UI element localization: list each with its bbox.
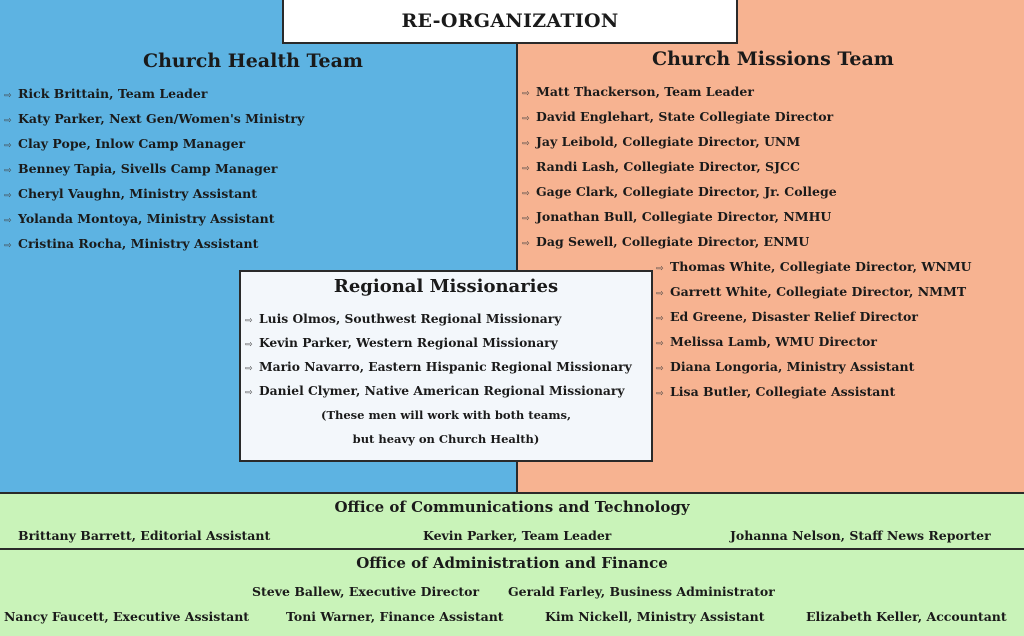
staff-member: Elizabeth Keller, Accountant — [806, 609, 1007, 624]
arrow-right-icon: ⇨ — [522, 139, 530, 149]
arrow-right-icon: ⇨ — [656, 389, 664, 399]
staff-member: Kim Nickell, Ministry Assistant — [545, 609, 765, 624]
list-item — [656, 354, 972, 379]
communications-office-panel — [0, 492, 1024, 548]
member-name: Clay Pope, Inlow Camp Manager — [18, 136, 246, 151]
list-item — [245, 331, 632, 355]
member-name: Benney Tapia, Sivells Camp Manager — [18, 161, 278, 176]
arrow-right-icon: ⇨ — [245, 340, 253, 350]
communications-office-heading: Office of Communications and Technology — [334, 498, 690, 516]
member-name: Garrett White, Collegiate Director, NMMT — [670, 284, 967, 299]
arrow-right-icon: ⇨ — [522, 89, 530, 99]
member-name: Kevin Parker, Western Regional Missionary — [259, 335, 558, 350]
member-name: Matt Thackerson, Team Leader — [536, 84, 754, 99]
list-item — [245, 307, 632, 331]
staff-member: Gerald Farley, Business Administrator — [508, 584, 775, 599]
arrow-right-icon: ⇨ — [522, 214, 530, 224]
church-health-heading: Church Health Team — [143, 50, 363, 72]
list-item — [522, 204, 837, 229]
list-item — [4, 106, 304, 131]
member-name: Daniel Clymer, Native American Regional Missionary — [259, 383, 625, 398]
list-item — [4, 81, 304, 106]
list-item — [245, 379, 632, 403]
list-item — [4, 181, 304, 206]
regional-note-line-1: (These men will work with both teams, — [321, 408, 571, 422]
arrow-right-icon: ⇨ — [522, 164, 530, 174]
arrow-right-icon: ⇨ — [4, 91, 12, 101]
page-title: RE-ORGANIZATION — [282, 0, 738, 44]
list-item — [656, 254, 972, 279]
arrow-right-icon: ⇨ — [656, 264, 664, 274]
staff-member: Johanna Nelson, Staff News Reporter — [730, 528, 991, 543]
member-name: Dag Sewell, Collegiate Director, ENMU — [536, 234, 810, 249]
member-name: Melissa Lamb, WMU Director — [670, 334, 877, 349]
member-name: Randi Lash, Collegiate Director, SJCC — [536, 159, 800, 174]
member-name: Cheryl Vaughn, Ministry Assistant — [18, 186, 258, 201]
list-item — [4, 131, 304, 156]
list-item — [656, 329, 972, 354]
list-item — [522, 179, 837, 204]
arrow-right-icon: ⇨ — [4, 166, 12, 176]
list-item — [656, 279, 972, 304]
member-name: Lisa Butler, Collegiate Assistant — [670, 384, 896, 399]
regional-missionaries-box — [239, 270, 653, 462]
list-item — [4, 156, 304, 181]
staff-member: Toni Warner, Finance Assistant — [286, 609, 504, 624]
member-name: Jay Leibold, Collegiate Director, UNM — [536, 134, 801, 149]
church-health-list — [4, 81, 304, 256]
arrow-right-icon: ⇨ — [4, 116, 12, 126]
member-name: Cristina Rocha, Ministry Assistant — [18, 236, 259, 251]
list-item — [656, 379, 972, 404]
arrow-right-icon: ⇨ — [522, 114, 530, 124]
arrow-right-icon: ⇨ — [522, 239, 530, 249]
member-name: Thomas White, Collegiate Director, WNMU — [670, 259, 972, 274]
arrow-right-icon: ⇨ — [522, 189, 530, 199]
arrow-right-icon: ⇨ — [4, 191, 12, 201]
member-name: David Englehart, State Collegiate Director — [536, 109, 834, 124]
member-name: Mario Navarro, Eastern Hispanic Regional Missionary — [259, 359, 632, 374]
arrow-right-icon: ⇨ — [245, 388, 253, 398]
arrow-right-icon: ⇨ — [656, 364, 664, 374]
list-item — [656, 304, 972, 329]
member-name: Jonathan Bull, Collegiate Director, NMHU — [536, 209, 832, 224]
staff-member: Nancy Faucett, Executive Assistant — [4, 609, 250, 624]
staff-member: Steve Ballew, Executive Director — [252, 584, 480, 599]
staff-member: Kevin Parker, Team Leader — [423, 528, 612, 543]
arrow-right-icon: ⇨ — [245, 316, 253, 326]
regional-missionaries-list — [245, 307, 632, 403]
arrow-right-icon: ⇨ — [656, 339, 664, 349]
arrow-right-icon: ⇨ — [245, 364, 253, 374]
list-item — [4, 231, 304, 256]
member-name: Luis Olmos, Southwest Regional Missionary — [259, 311, 562, 326]
member-name: Ed Greene, Disaster Relief Director — [670, 309, 918, 324]
church-missions-list-continued — [656, 254, 972, 404]
arrow-right-icon: ⇨ — [4, 216, 12, 226]
arrow-right-icon: ⇨ — [656, 314, 664, 324]
staff-member: Brittany Barrett, Editorial Assistant — [18, 528, 271, 543]
list-item — [522, 154, 837, 179]
list-item — [522, 79, 837, 104]
regional-note-line-2: but heavy on Church Health) — [352, 432, 540, 446]
list-item — [522, 104, 837, 129]
member-name: Katy Parker, Next Gen/Women's Ministry — [18, 111, 305, 126]
regional-missionaries-heading: Regional Missionaries — [333, 276, 559, 297]
administration-office-heading: Office of Administration and Finance — [356, 554, 668, 572]
church-missions-list — [522, 79, 837, 254]
member-name: Rick Brittain, Team Leader — [18, 86, 208, 101]
member-name: Gage Clark, Collegiate Director, Jr. College — [536, 184, 837, 199]
list-item — [4, 206, 304, 231]
arrow-right-icon: ⇨ — [4, 141, 12, 151]
arrow-right-icon: ⇨ — [4, 241, 12, 251]
member-name: Diana Longoria, Ministry Assistant — [670, 359, 915, 374]
member-name: Yolanda Montoya, Ministry Assistant — [18, 211, 275, 226]
list-item — [522, 129, 837, 154]
administration-office-panel — [0, 548, 1024, 636]
arrow-right-icon: ⇨ — [656, 289, 664, 299]
list-item — [522, 229, 837, 254]
list-item — [245, 355, 632, 379]
church-missions-heading: Church Missions Team — [652, 48, 894, 70]
